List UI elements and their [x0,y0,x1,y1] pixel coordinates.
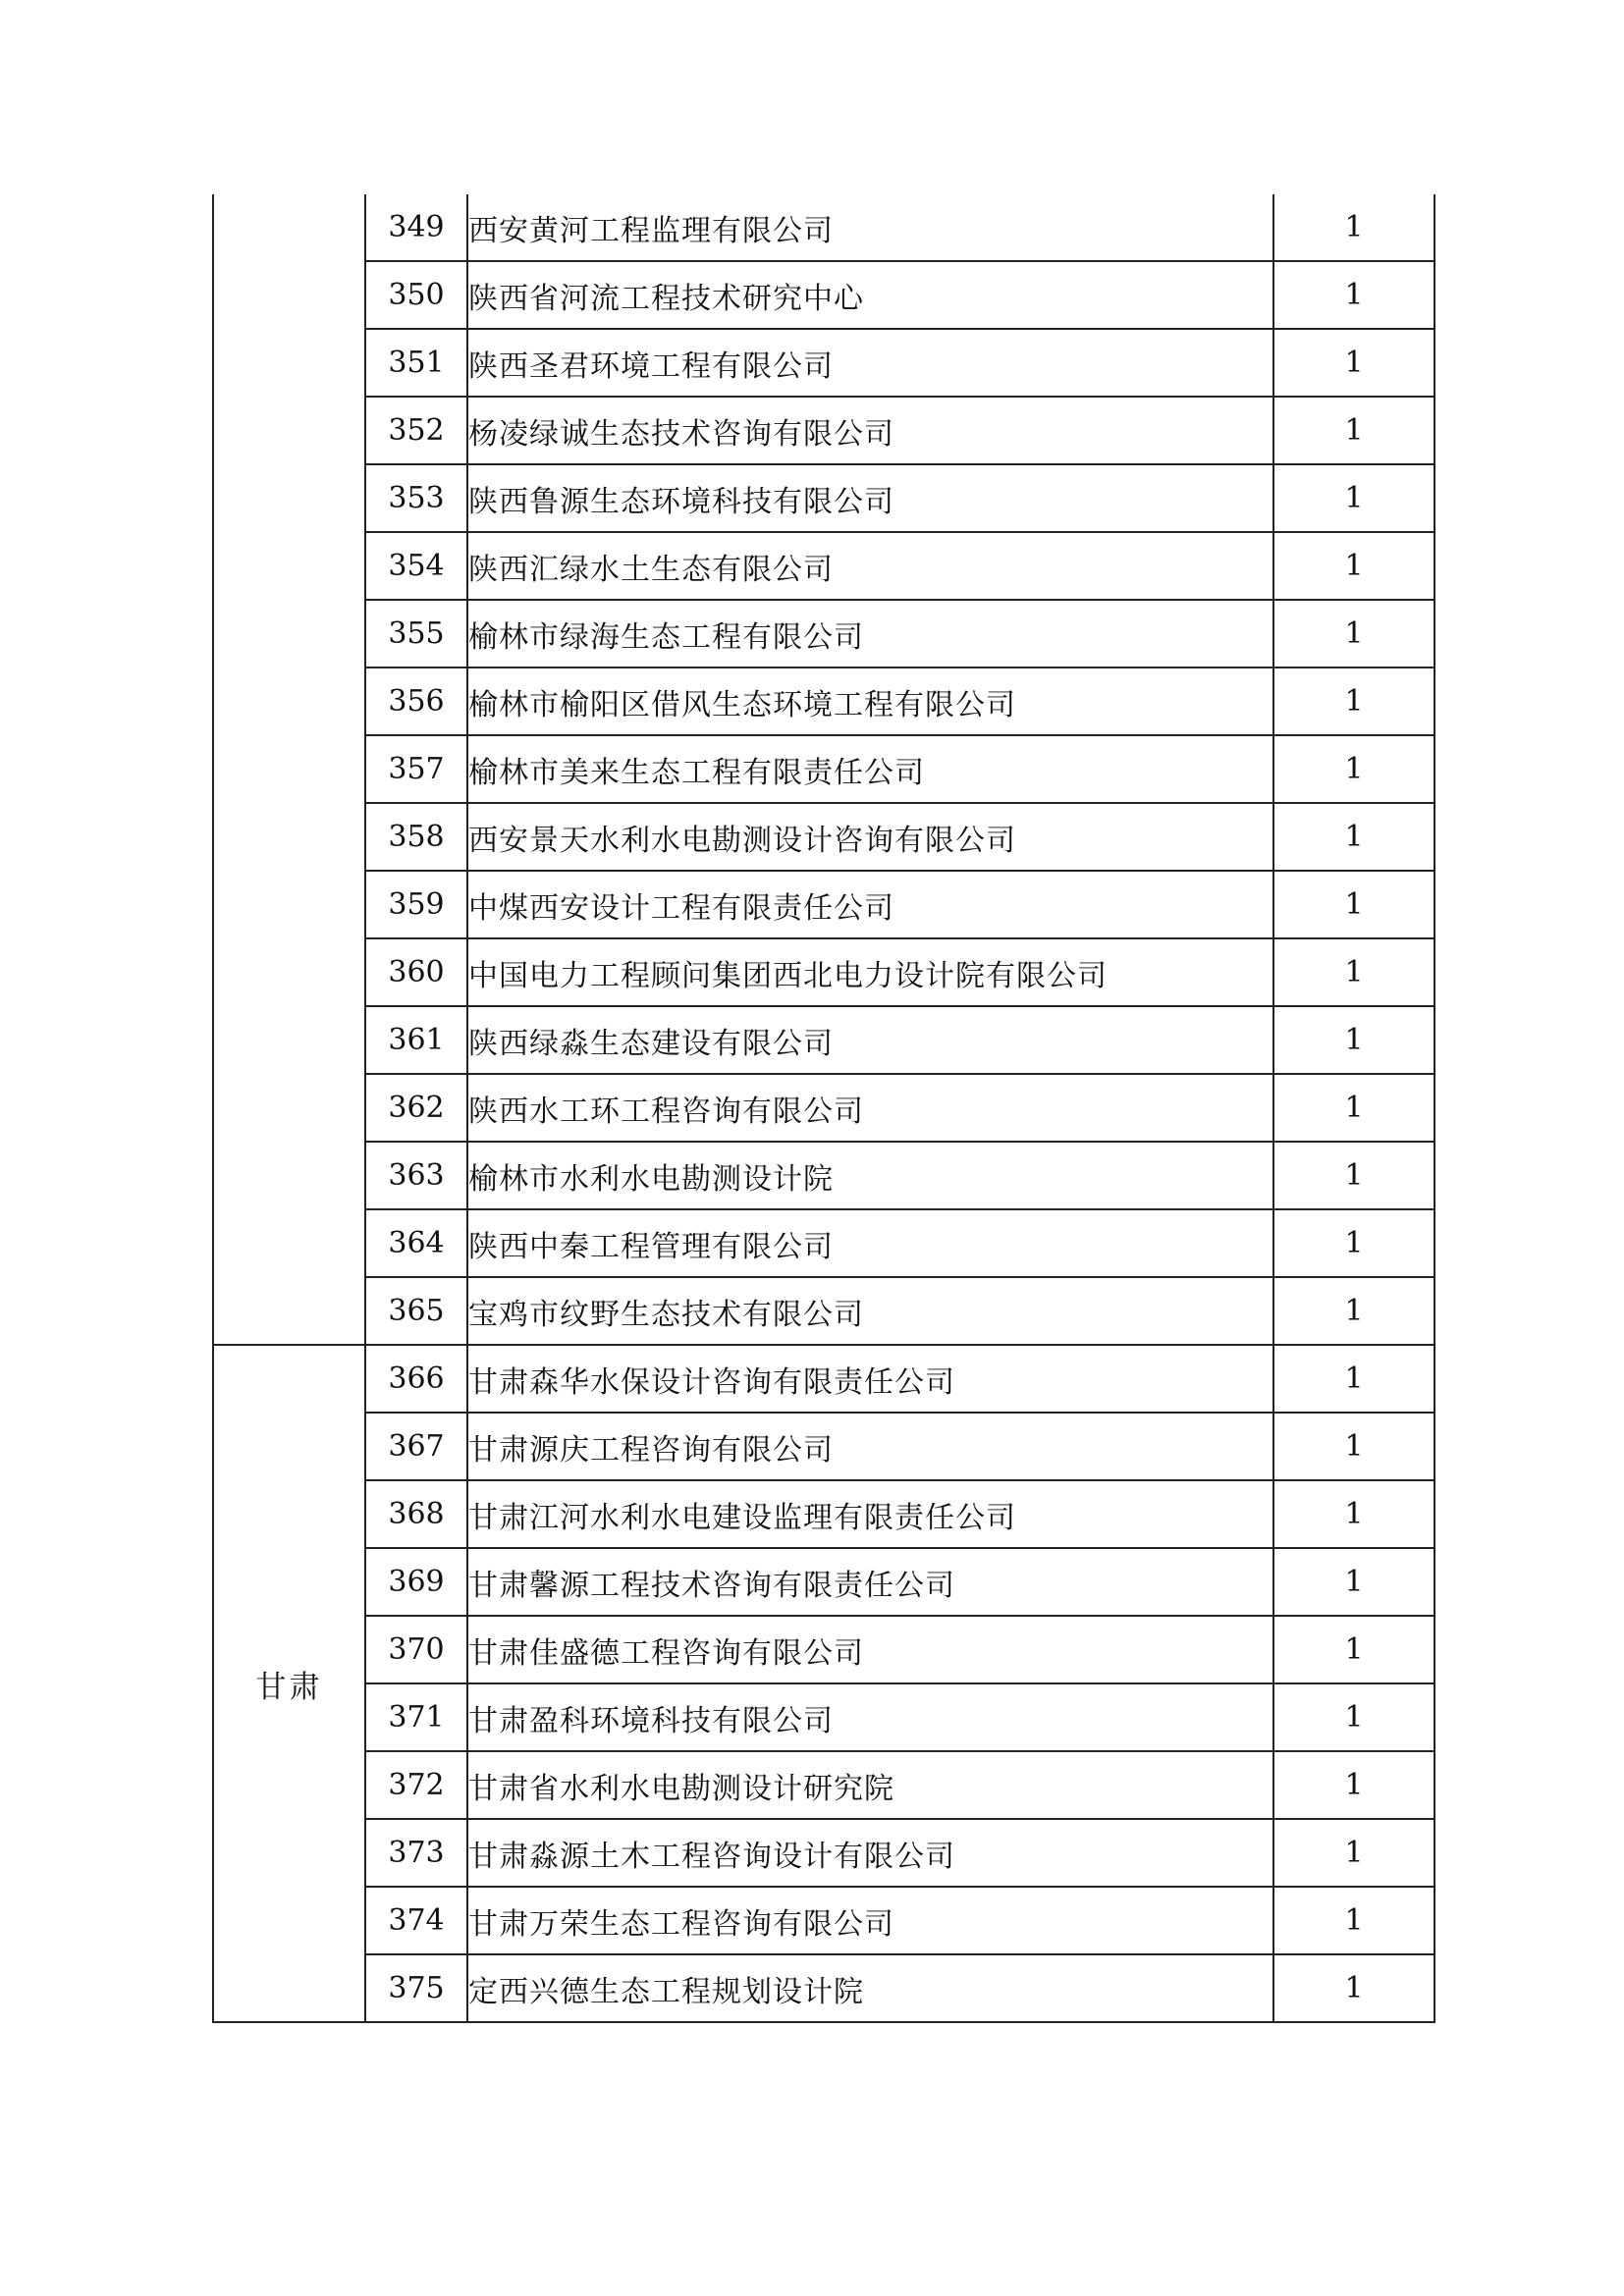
row-number-cell: 373 [365,1819,467,1887]
table-row [213,1616,1435,1683]
row-number-cell: 355 [365,600,467,667]
row-number-cell: 362 [365,1074,467,1142]
table-row [213,464,1435,532]
table-row [213,1548,1435,1616]
row-number-cell: 350 [365,261,467,329]
count-cell: 1 [1273,667,1435,735]
company-name-cell: 榆林市水利水电勘测设计院 [467,1142,1273,1209]
province-cell [213,194,365,1345]
company-name-cell: 西安黄河工程监理有限公司 [467,194,1273,261]
count-cell: 1 [1273,871,1435,938]
company-name-cell: 甘肃淼源土木工程咨询设计有限公司 [467,1819,1273,1887]
table-row [213,1954,1435,2022]
count-cell: 1 [1273,735,1435,803]
company-name-cell: 甘肃盈科环境科技有限公司 [467,1683,1273,1751]
province-cell: 甘肃 [213,1345,365,2022]
row-number-cell: 358 [365,803,467,871]
count-cell: 1 [1273,600,1435,667]
company-name-cell: 陕西汇绿水土生态有限公司 [467,532,1273,600]
company-name-cell: 宝鸡市纹野生态技术有限公司 [467,1277,1273,1345]
company-name-cell: 陕西水工环工程咨询有限公司 [467,1074,1273,1142]
row-number-cell: 351 [365,329,467,397]
company-name-cell: 中国电力工程顾问集团西北电力设计院有限公司 [467,938,1273,1006]
count-cell: 1 [1273,329,1435,397]
table-row [213,1209,1435,1277]
count-cell: 1 [1273,261,1435,329]
row-number-cell: 360 [365,938,467,1006]
count-cell: 1 [1273,1819,1435,1887]
company-name-cell: 陕西中秦工程管理有限公司 [467,1209,1273,1277]
count-cell: 1 [1273,1074,1435,1142]
count-cell: 1 [1273,397,1435,464]
table-row [213,1413,1435,1480]
count-cell: 1 [1273,194,1435,261]
company-name-cell: 甘肃佳盛德工程咨询有限公司 [467,1616,1273,1683]
row-number-cell: 353 [365,464,467,532]
count-cell: 1 [1273,1751,1435,1819]
table-row [213,1819,1435,1887]
company-name-cell: 甘肃森华水保设计咨询有限责任公司 [467,1345,1273,1413]
count-cell: 1 [1273,1006,1435,1074]
company-name-cell: 榆林市榆阳区借风生态环境工程有限公司 [467,667,1273,735]
table-row [213,1006,1435,1074]
company-name-cell: 甘肃江河水利水电建设监理有限责任公司 [467,1480,1273,1548]
row-number-cell: 371 [365,1683,467,1751]
company-list-table [212,194,1435,2023]
company-name-cell: 中煤西安设计工程有限责任公司 [467,871,1273,938]
count-cell: 1 [1273,1954,1435,2022]
row-number-cell: 365 [365,1277,467,1345]
table-row [213,1887,1435,1954]
table-row [213,329,1435,397]
table-row [213,397,1435,464]
row-number-cell: 368 [365,1480,467,1548]
count-cell: 1 [1273,1887,1435,1954]
count-cell: 1 [1273,1616,1435,1683]
table-row [213,667,1435,735]
table-row [213,803,1435,871]
company-name-cell: 甘肃馨源工程技术咨询有限责任公司 [467,1548,1273,1616]
row-number-cell: 359 [365,871,467,938]
count-cell: 1 [1273,1277,1435,1345]
row-number-cell: 367 [365,1413,467,1480]
count-cell: 1 [1273,532,1435,600]
company-name-cell: 陕西圣君环境工程有限公司 [467,329,1273,397]
count-cell: 1 [1273,1480,1435,1548]
company-name-cell: 陕西省河流工程技术研究中心 [467,261,1273,329]
table-row [213,1277,1435,1345]
table-row [213,600,1435,667]
document-page [212,194,1435,2023]
row-number-cell: 361 [365,1006,467,1074]
company-name-cell: 定西兴德生态工程规划设计院 [467,1954,1273,2022]
row-number-cell: 357 [365,735,467,803]
table-row [213,1142,1435,1209]
company-name-cell: 甘肃省水利水电勘测设计研究院 [467,1751,1273,1819]
company-name-cell: 榆林市绿海生态工程有限公司 [467,600,1273,667]
count-cell: 1 [1273,1345,1435,1413]
company-name-cell: 陕西鲁源生态环境科技有限公司 [467,464,1273,532]
row-number-cell: 356 [365,667,467,735]
row-number-cell: 375 [365,1954,467,2022]
table-row [213,1683,1435,1751]
table-row [213,194,1435,261]
company-name-cell: 杨凌绿诚生态技术咨询有限公司 [467,397,1273,464]
table-row [213,1751,1435,1819]
row-number-cell: 369 [365,1548,467,1616]
count-cell: 1 [1273,1413,1435,1480]
company-name-cell: 甘肃万荣生态工程咨询有限公司 [467,1887,1273,1954]
row-number-cell: 370 [365,1616,467,1683]
table-row [213,261,1435,329]
company-name-cell: 西安景天水利水电勘测设计咨询有限公司 [467,803,1273,871]
company-name-cell: 榆林市美来生态工程有限责任公司 [467,735,1273,803]
table-row [213,938,1435,1006]
count-cell: 1 [1273,1683,1435,1751]
count-cell: 1 [1273,464,1435,532]
table-row [213,1074,1435,1142]
table-row [213,1480,1435,1548]
count-cell: 1 [1273,1142,1435,1209]
count-cell: 1 [1273,1548,1435,1616]
row-number-cell: 363 [365,1142,467,1209]
count-cell: 1 [1273,803,1435,871]
row-number-cell: 349 [365,194,467,261]
count-cell: 1 [1273,938,1435,1006]
company-name-cell: 陕西绿淼生态建设有限公司 [467,1006,1273,1074]
row-number-cell: 374 [365,1887,467,1954]
row-number-cell: 366 [365,1345,467,1413]
row-number-cell: 372 [365,1751,467,1819]
table-row [213,735,1435,803]
row-number-cell: 354 [365,532,467,600]
table-row [213,1345,1435,1413]
company-name-cell: 甘肃源庆工程咨询有限公司 [467,1413,1273,1480]
count-cell: 1 [1273,1209,1435,1277]
table-row [213,871,1435,938]
table-body [213,194,1435,2022]
row-number-cell: 352 [365,397,467,464]
row-number-cell: 364 [365,1209,467,1277]
table-row [213,532,1435,600]
